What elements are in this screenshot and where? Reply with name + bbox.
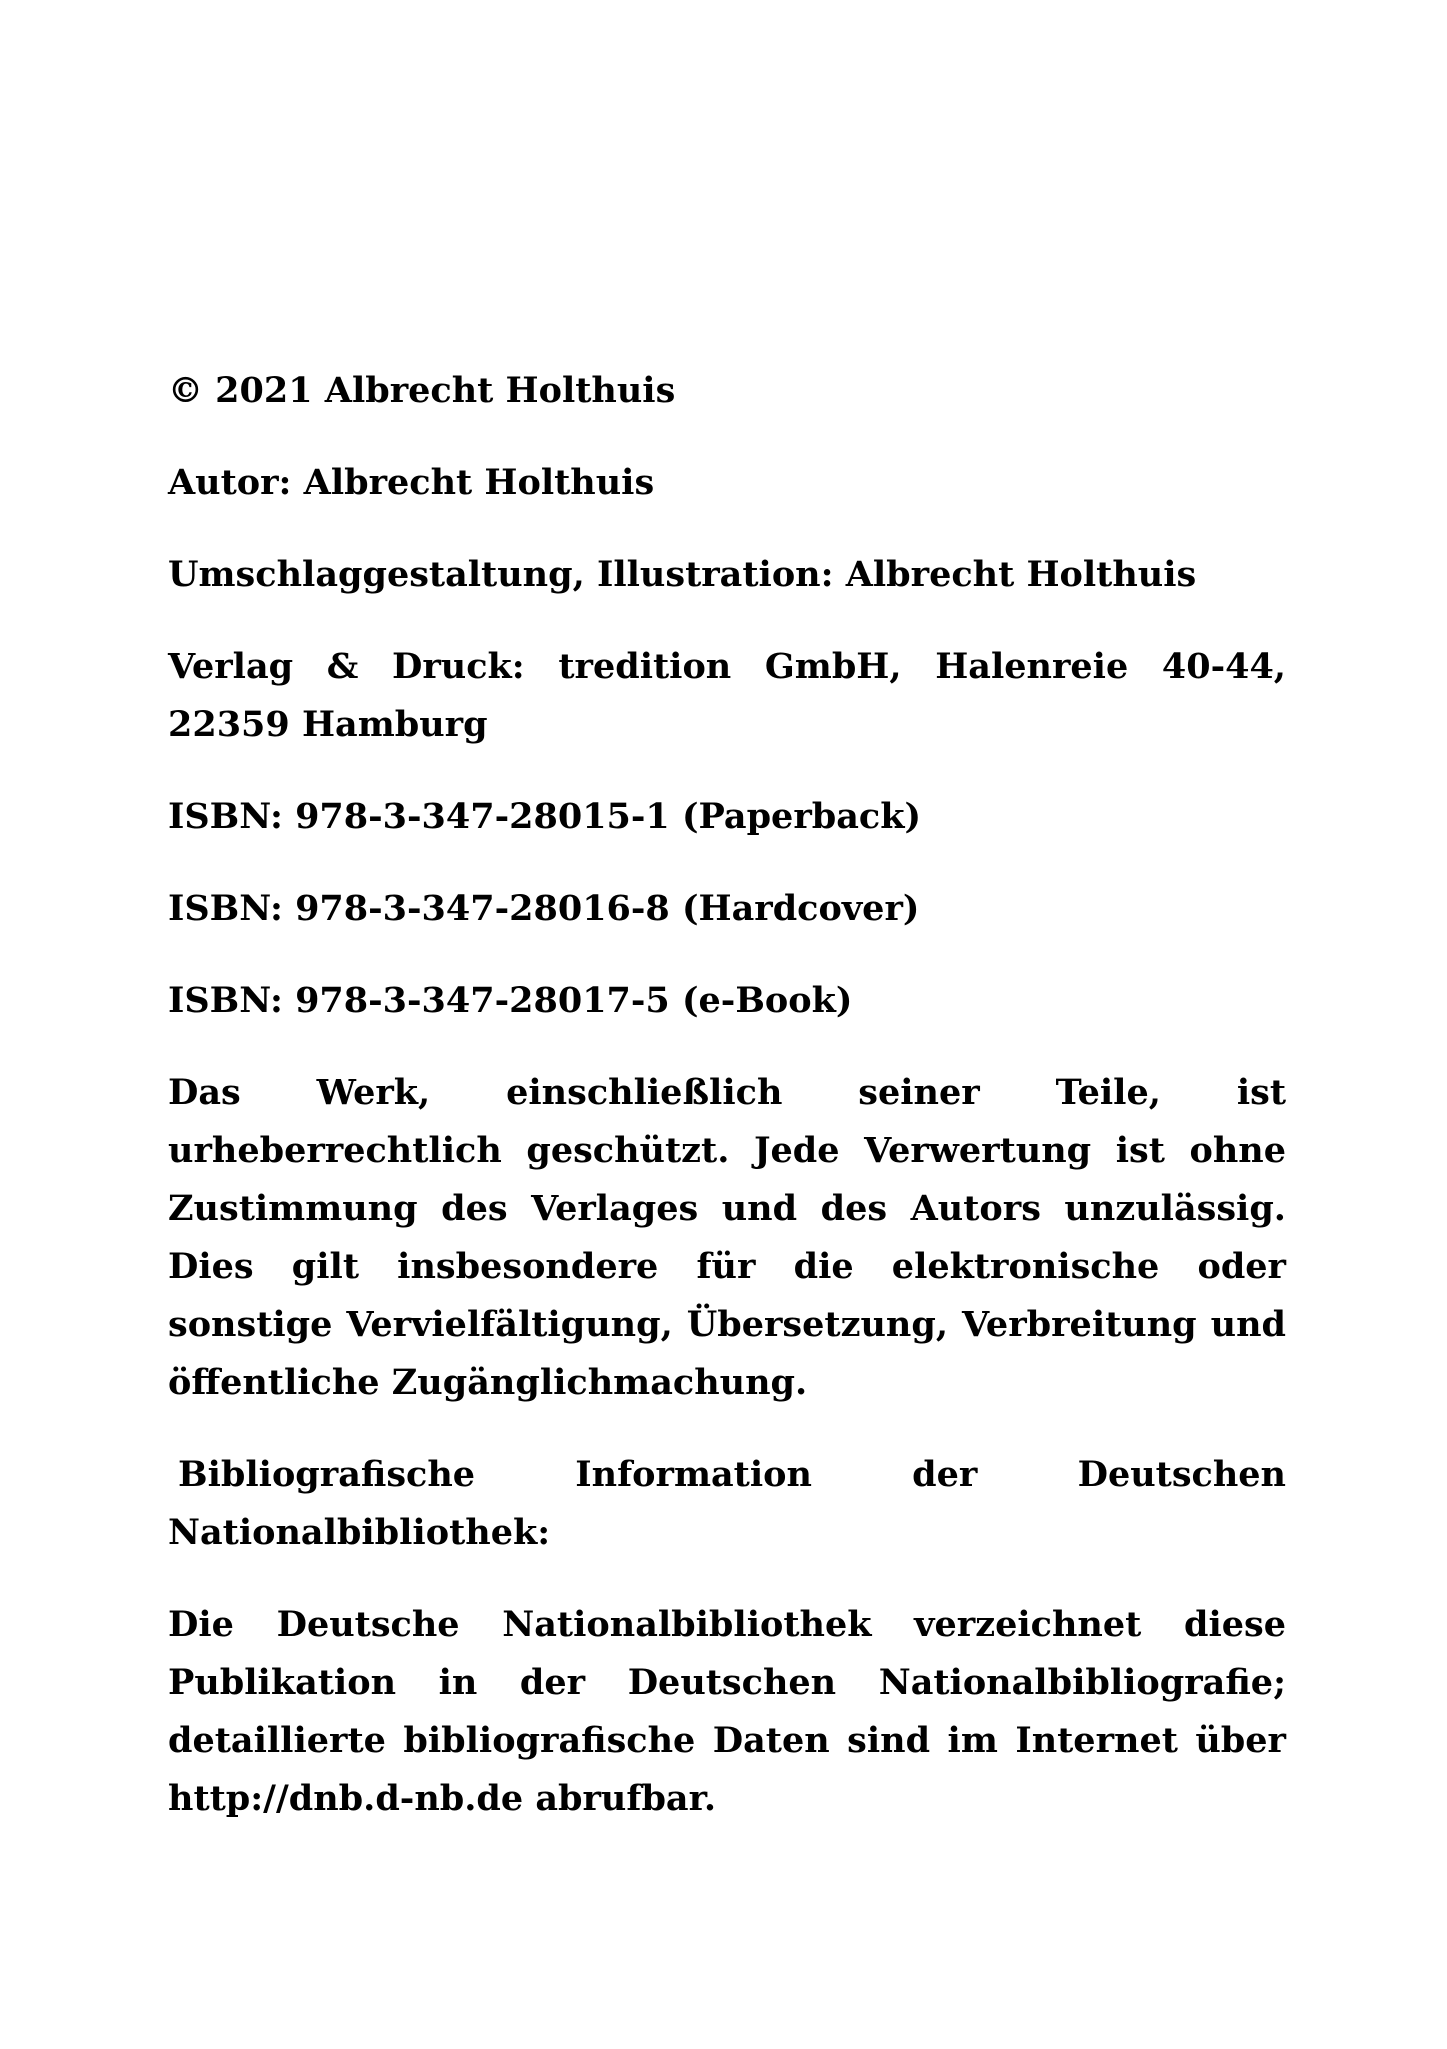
isbn-paperback-line: ISBN: 978-3-347-28015-1 (Paperback) (168, 796, 922, 837)
bibliographic-text: Die Deutsche Nationalbibliothek verzeichnet diese Publikation in der Deutschen Nationalbibliografie; detaillierte bibliografische Daten sind im Internet über http://dnb.d-nb.de abrufbar. (168, 1604, 1286, 1819)
rights-notice: Das Werk, einschließlich seiner Teile, ist urheberrechtlich geschützt. Jede Verwertung ist ohne Zustimmung des Verlages und des Autors unzulässig. Dies gilt insbesondere für die elektronische oder sonstige Vervielfältigung, Übersetzung, Verbreitung und öffentliche Zugänglichmachung. (168, 1072, 1286, 1403)
imprint-page (168, 362, 1286, 1862)
publisher-line: Verlag & Druck: tredition GmbH, Halenreie 40-44, 22359 Hamburg (168, 646, 1286, 745)
author-line: Autor: Albrecht Holthuis (168, 462, 655, 503)
bibliographic-heading: Bibliografische Information der Deutschen Nationalbibliothek: (168, 1454, 1286, 1553)
copyright-line: © 2021 Albrecht Holthuis (168, 370, 676, 411)
isbn-ebook-line: ISBN: 978-3-347-28017-5 (e-Book) (168, 980, 853, 1021)
cover-design-line: Umschlaggestaltung, Illustration: Albrecht Holthuis (168, 554, 1197, 595)
isbn-hardcover-line: ISBN: 978-3-347-28016-8 (Hardcover) (168, 888, 920, 929)
